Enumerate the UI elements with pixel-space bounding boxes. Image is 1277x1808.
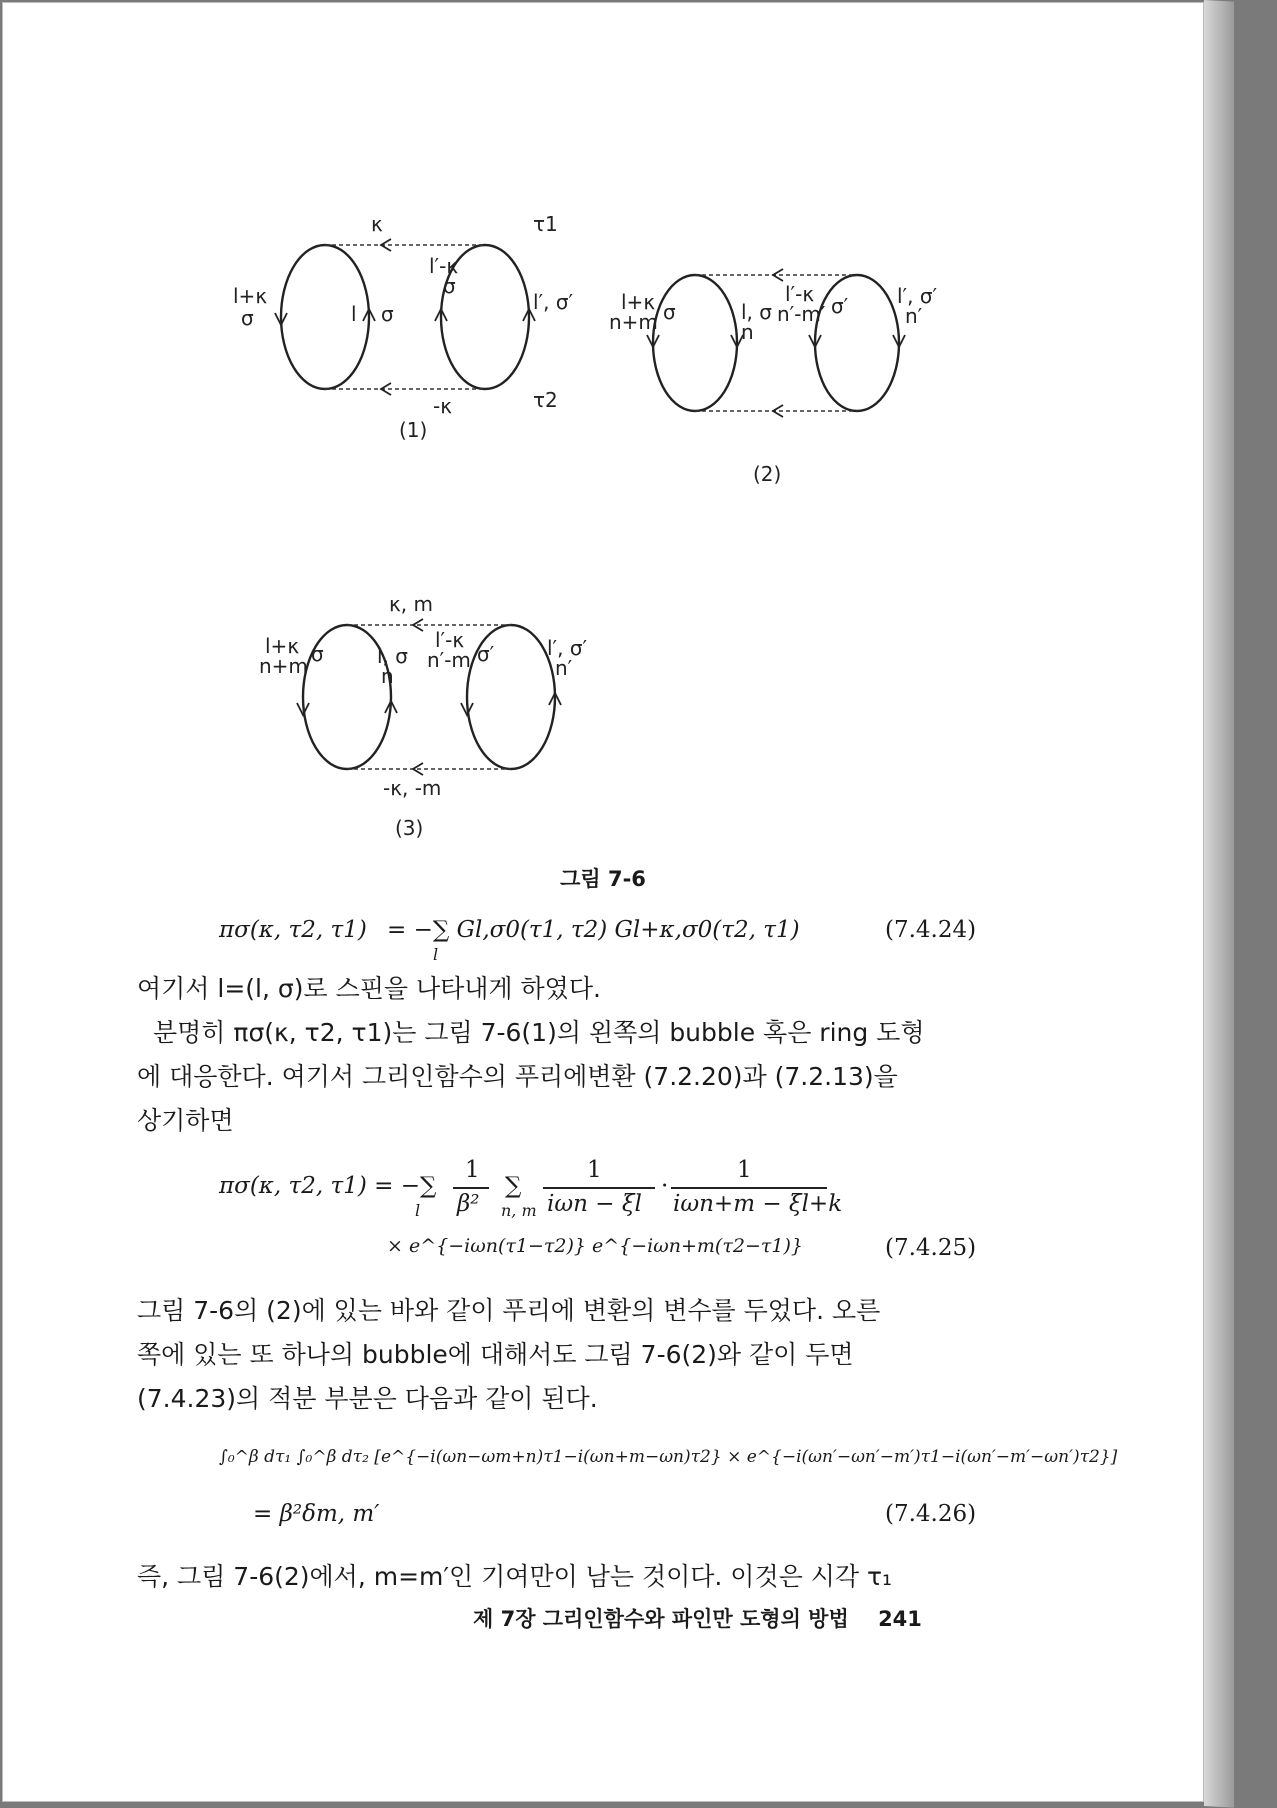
paragraph-2-line-2: 에 대응한다. 여기서 그리인함수의 푸리에변환 (7.2.20)과 (7.2.13)을 <box>137 1062 898 1091</box>
feynman-diagram-1 <box>233 212 574 487</box>
d3-right-outer-b: n′ <box>555 656 573 680</box>
d3-left-inner-b: n <box>381 664 394 688</box>
d3-number: (3) <box>395 816 424 840</box>
eq2-number: (7.4.25) <box>885 1235 977 1261</box>
d1-top-label: κ <box>371 212 383 236</box>
d1-number: (1) <box>399 418 428 442</box>
feynman-diagram-2 <box>609 273 938 507</box>
diagram-1-drawing <box>233 212 574 483</box>
eq2-frac1-bar <box>453 1187 489 1189</box>
page-number: 241 <box>878 1607 922 1631</box>
d3-bottom-label: -κ, -m <box>383 776 442 800</box>
d1-bottom-label: -κ <box>433 394 453 418</box>
paragraph-2-line-1: 분명히 πσ(κ, τ2, τ1)는 그림 7-6(1)의 왼쪽의 bubble 혹은 ring 도형 <box>153 1018 925 1047</box>
paragraph-4: 즉, 그림 7-6(2)에서, m=m′인 기여만이 남는 것이다. 이것은 시각 τ₁ <box>137 1562 893 1591</box>
eq1-rhs: = −∑ Gl,σ0(τ1, τ2) Gl+κ,σ0(τ2, τ1) <box>387 917 800 943</box>
eq2-dot: · <box>661 1173 669 1199</box>
d3-left-outer-a: l+κ <box>265 634 300 658</box>
d3-top-label: κ, m <box>389 592 433 616</box>
d3-left-inner-a: l, σ <box>377 644 408 668</box>
eq2-frac3-den: iωn+m − ξl+k <box>673 1191 843 1217</box>
diagram-3-drawing <box>255 592 595 853</box>
page-edge-shadow <box>1204 0 1234 1808</box>
d1-tau2: τ2 <box>533 388 558 412</box>
eq3-line1: ∫₀^β dτ₁ ∫₀^β dτ₂ [e^{−i(ωn−ωm+n)τ1−i(ωn+m−ωn)τ2} × e^{−i(ωn′−ωn′−m′)τ1−i(ωn′−m′−ωn′)τ2}] <box>219 1447 1118 1467</box>
paragraph-3-line-3: (7.4.23)의 적분 부분은 다음과 같이 된다. <box>137 1384 598 1413</box>
eq3-number: (7.4.26) <box>885 1501 977 1527</box>
paragraph-3-line-2: 쪽에 있는 또 하나의 bubble에 대해서도 그림 7-6(2)와 같이 두면 <box>137 1340 854 1369</box>
diagram-2-drawing <box>609 273 938 503</box>
d2-left-inner-b: n <box>741 320 754 344</box>
eq2-frac2-num: 1 <box>587 1157 602 1183</box>
eq2-frac3-num: 1 <box>737 1157 752 1183</box>
eq2-sum2-sub: n, m <box>501 1201 537 1220</box>
d1-left-inner-sigma: σ <box>381 302 394 326</box>
paragraph-3-line-1: 그림 7-6의 (2)에 있는 바와 같이 푸리에 변환의 변수를 두었다. 오른 <box>137 1296 881 1325</box>
d3-right-outer-a: l′, σ′ <box>547 636 588 660</box>
d1-right-inner-a: l′-κ <box>429 254 459 278</box>
d1-tau1: τ1 <box>533 212 558 236</box>
eq2-frac1-num: 1 <box>465 1157 480 1183</box>
footer-chapter: 제 7장 그리인함수와 파인만 도형의 방법 <box>473 1607 849 1631</box>
d2-right-outer-b: n′ <box>905 304 923 328</box>
eq2-line2: × e^{−iωn(τ1−τ2)} e^{−iωn+m(τ2−τ1)} <box>387 1235 803 1257</box>
eq2-frac2-den: iωn − ξl <box>547 1191 642 1217</box>
d2-number: (2) <box>753 462 782 486</box>
d3-left-outer-b: n+m <box>259 654 308 678</box>
d2-right-inner-sigma: σ′ <box>831 294 849 318</box>
figure-caption: 그림 7-6 <box>560 867 646 891</box>
eq1-lhs: πσ(κ, τ2, τ1) <box>219 917 367 943</box>
d3-left-outer-sigma: σ <box>311 642 324 666</box>
d3-right-inner-sigma: σ′ <box>477 642 495 666</box>
d2-right-outer-a: l′, σ′ <box>897 284 938 308</box>
d2-left-inner-a: l, σ <box>741 300 772 324</box>
page-footer <box>473 1603 922 1633</box>
d2-right-inner-a: l′-κ <box>785 282 815 306</box>
d1-right-inner-b: σ <box>443 274 456 298</box>
eq2-sum2-symbol: ∑ <box>505 1173 522 1199</box>
d2-right-inner-b: n′-m′ <box>777 302 826 326</box>
eq3-line2: = β²δm, m′ <box>253 1501 380 1527</box>
d1-left-outer-a: l+κ <box>233 284 268 308</box>
eq2-lhs: πσ(κ, τ2, τ1) = −∑ <box>219 1173 437 1199</box>
d3-right-inner-a: l′-κ <box>435 628 465 652</box>
paragraph-2-line-3: 상기하면 <box>137 1106 234 1135</box>
d3-right-inner-b: n′-m <box>427 648 471 672</box>
eq1-sum-sub: l <box>433 945 439 964</box>
paragraph-1: 여기서 l=(l, σ)로 스핀을 나타내게 하였다. <box>137 974 601 1003</box>
book-page <box>2 2 1204 1802</box>
eq2-sum-sub: l <box>415 1201 421 1220</box>
d2-left-outer-b: n+m <box>609 310 658 334</box>
feynman-diagram-3 <box>255 592 595 857</box>
eq1-number: (7.4.24) <box>885 917 977 943</box>
d2-left-outer-a: l+κ <box>621 290 656 314</box>
eq2-frac2-bar <box>543 1187 655 1189</box>
d1-left-outer-b: σ <box>241 306 254 330</box>
d2-left-outer-sigma: σ <box>663 300 676 324</box>
eq2-frac1-den: β² <box>457 1191 480 1217</box>
d1-right-outer: l′, σ′ <box>533 290 574 314</box>
eq2-frac3-bar <box>671 1187 827 1189</box>
d1-left-inner: l <box>351 302 357 326</box>
